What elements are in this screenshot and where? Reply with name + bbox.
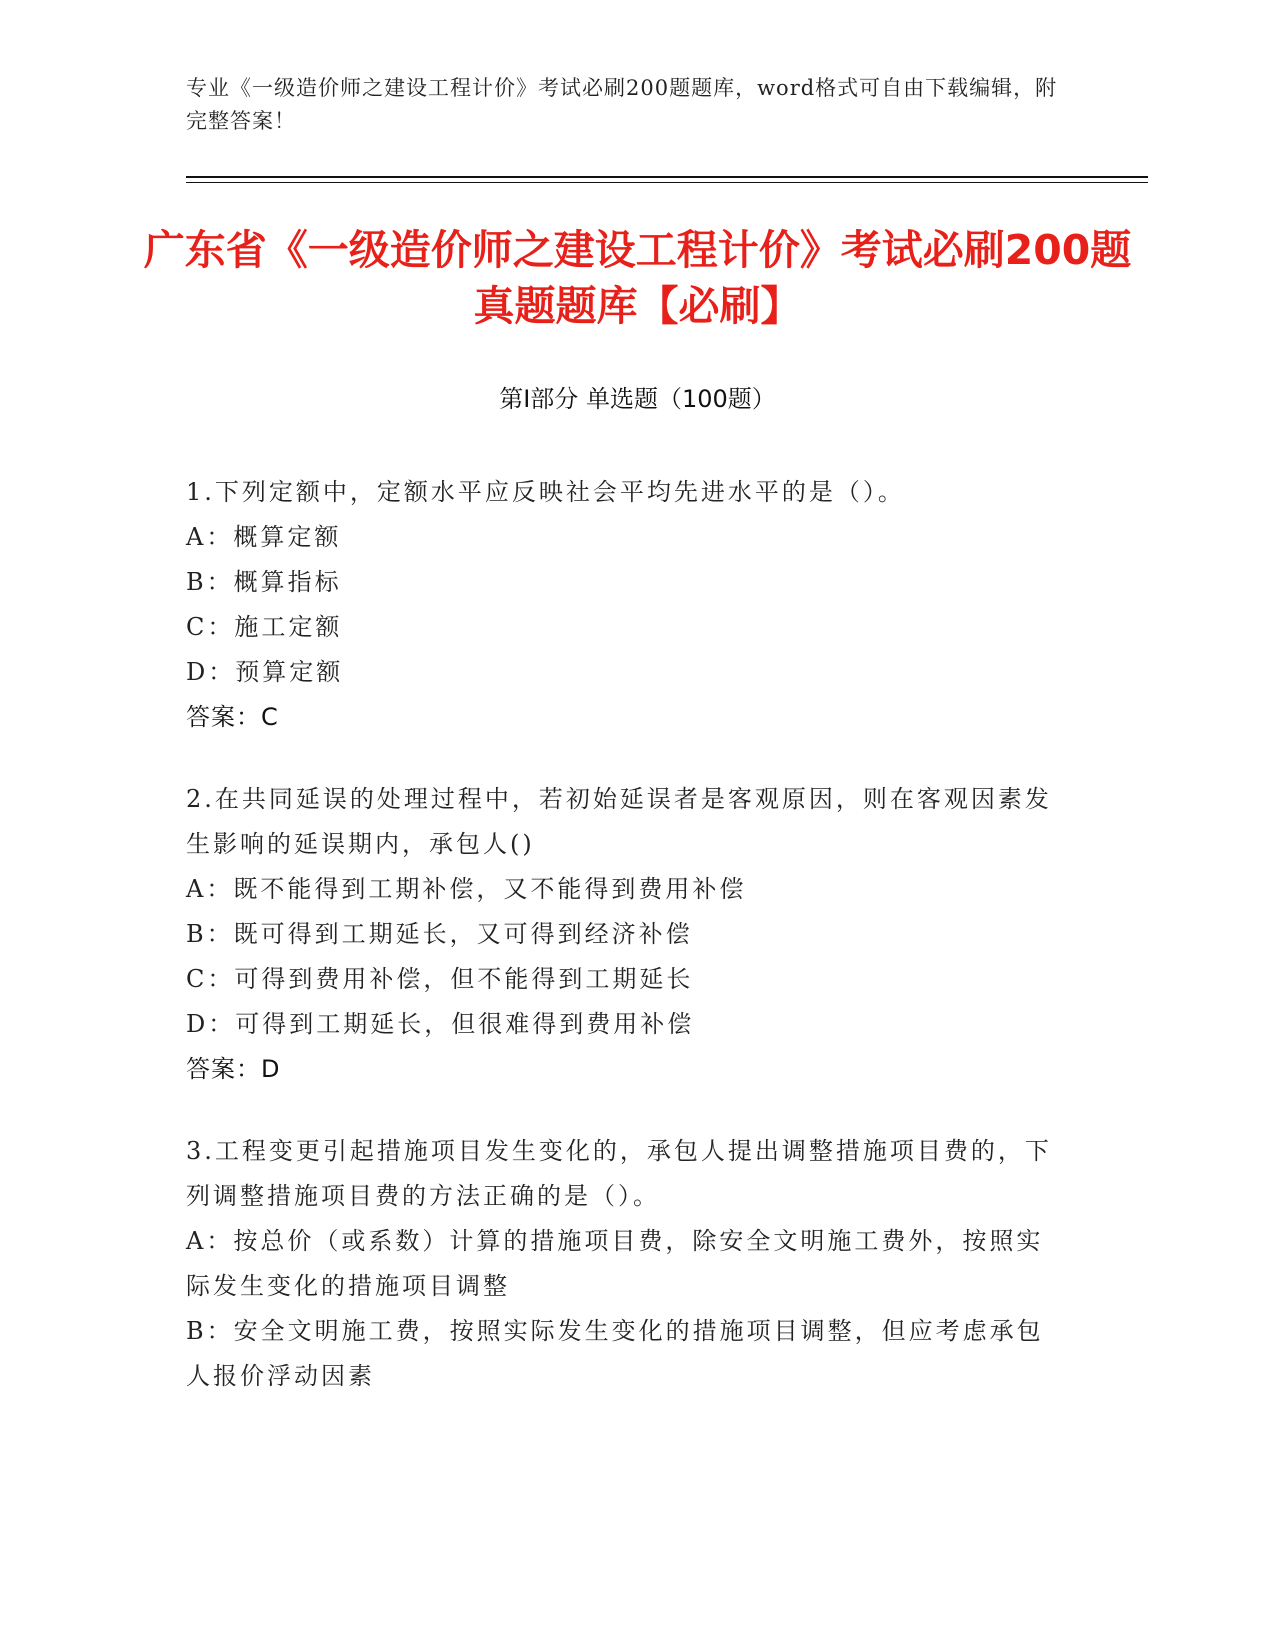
question-2 [186,777,1066,1092]
option-a: A：按总价（或系数）计算的措施项目费，除安全文明施工费外，按照实际发生变化的措施项目调整 [186,1227,1044,1300]
question-stem: 2.在共同延误的处理过程中，若初始延误者是客观原因，则在客观因素发生影响的延误期内，承包人() [186,785,1052,858]
section-title: 第I部分 单选题（100题） [499,385,776,413]
option-c: C：施工定额 [186,613,343,641]
header-divider-thick [186,176,1148,178]
option-d: D：预算定额 [186,658,344,686]
question-stem: 3.工程变更引起措施项目发生变化的，承包人提出调整措施项目费的，下列调整措施项目费的方法正确的是（）。 [186,1137,1052,1210]
header-divider-thin [186,182,1148,183]
answer-label: 答案： [186,703,261,731]
header-note: 专业《一级造价师之建设工程计价》考试必刷200题题库，word格式可自由下载编辑，附完整答案！ [186,76,1058,133]
option-a: A：概算定额 [186,523,342,551]
question-3 [186,1129,1066,1399]
question-1 [186,470,1066,740]
answer-value: C [261,703,278,731]
answer-label: 答案： [186,1055,261,1083]
answer-value: D [261,1055,280,1083]
option-b: B：既可得到工期延长，又可得到经济补偿 [186,920,693,948]
document-title: 广东省《一级造价师之建设工程计价》考试必刷200题真题题库【必刷】 [143,226,1132,330]
option-c: C：可得到费用补偿，但不能得到工期延长 [186,965,694,993]
option-b: B：安全文明施工费，按照实际发生变化的措施项目调整，但应考虑承包人报价浮动因素 [186,1317,1044,1390]
answer-line [186,1047,1066,1092]
question-list [186,470,1066,1436]
answer-line [186,695,1066,740]
option-a: A：既不能得到工期补偿，又不能得到费用补偿 [186,875,747,903]
option-b: B：概算指标 [186,568,342,596]
option-d: D：可得到工期延长，但很难得到费用补偿 [186,1010,695,1038]
question-stem: 1.下列定额中，定额水平应反映社会平均先进水平的是（）。 [186,478,905,506]
